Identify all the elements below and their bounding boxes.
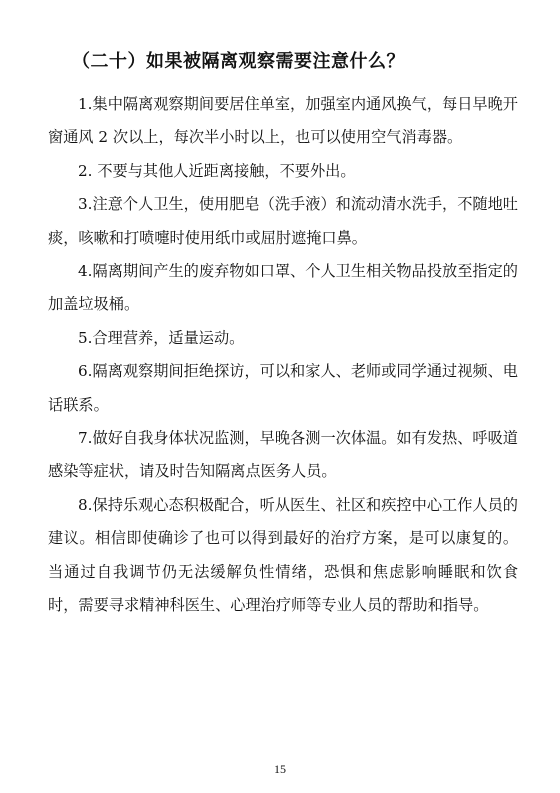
page-number: 15 [274,762,286,776]
paragraph-item-2: 2. 不要与其他人近距离接触，不要外出。 [78,161,356,180]
body-content [48,88,518,623]
paragraph-item-4: 4.隔离期间产生的废弃物如口罩、个人卫生相关物品投放至指定的加盖垃圾桶。 [48,262,518,314]
paragraph-item-3: 3.注意个人卫生，使用肥皂（洗手液）和流动清水洗手，不随地吐痰，咳嗽和打喷嚏时使用纸巾或屈肘遮掩口鼻。 [48,195,518,247]
paragraph-item-6: 6.隔离观察期间拒绝探访，可以和家人、老师或同学通过视频、电话联系。 [48,362,518,414]
paragraph-item-5: 5.合理营养，适量运动。 [78,328,245,347]
section-heading: （二十）如果被隔离观察需要注意什么？ [72,51,405,72]
paragraph-item-7: 7.做好自我身体状况监测，早晚各测一次体温。如有发热、呼吸道感染等症状，请及时告知隔离点医务人员。 [48,429,518,481]
paragraph-item-1: 1.集中隔离观察期间要居住单室，加强室内通风换气，每日早晚开窗通风 2 次以上，每次半小时以上，也可以使用空气消毒器。 [48,95,518,147]
paragraph-item-8: 8.保持乐观心态积极配合，听从医生、社区和疾控中心工作人员的建议。相信即使确诊了也可以得到最好的治疗方案，是可以康复的。当通过自我调节仍无法缓解负性情绪，恐惧和焦虑影响睡眠和饮食时，需要寻求精神科医生、心理治疗师等专业人员的帮助和指导。 [48,495,518,615]
